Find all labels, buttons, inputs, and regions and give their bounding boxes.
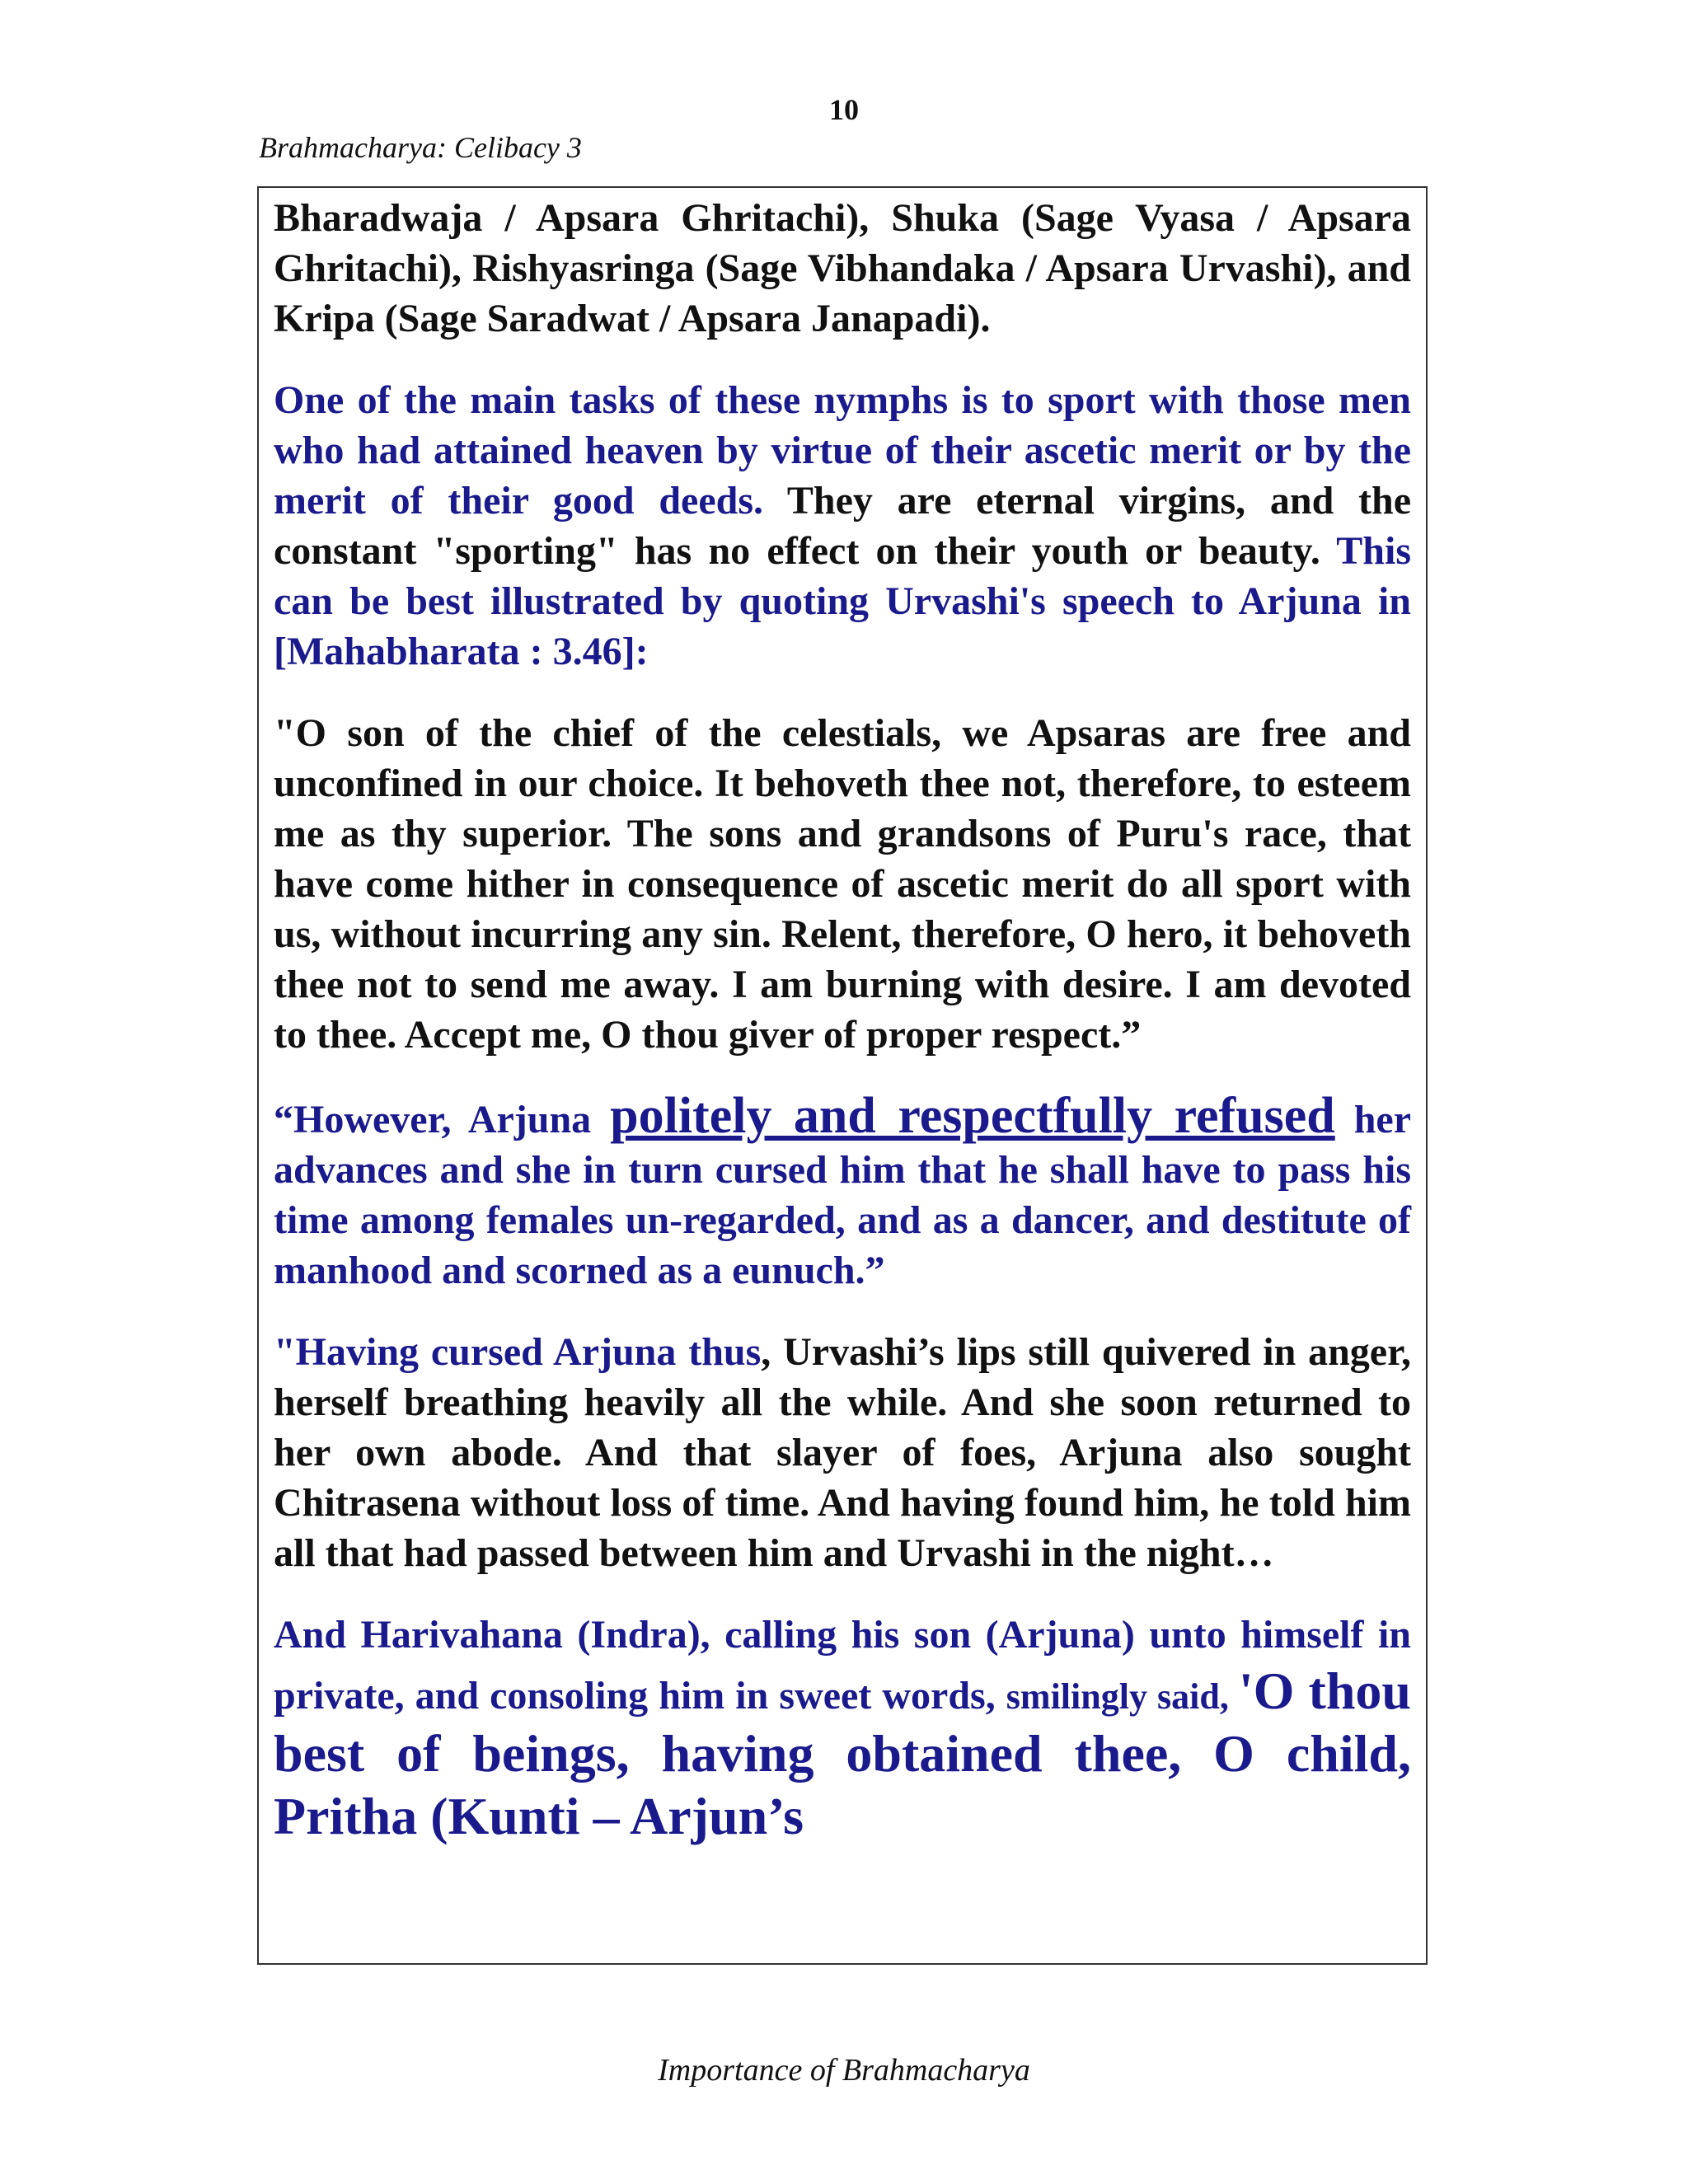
- paragraph-3-quote: [274, 708, 1411, 1060]
- paragraph-6-large: 'O thou best of beings, having obtained thee, O child, Pritha (Kunti – Arjun’s: [274, 1661, 1412, 1845]
- page-number: 10: [829, 93, 859, 126]
- paragraph-4-lead: “However, Arjuna: [274, 1098, 611, 1141]
- paragraph-5-black: , Urvashi’s lips still quivered in anger, herself breathing heavily all the while. And she soon returned to her own abode. And that slayer of foes, Arjuna also sought Chitrasena without loss of time. And having found him, he told him all that had passed between him and Urvashi in the night…: [274, 1330, 1412, 1575]
- paragraph-5-blue: "Having cursed Arjuna thus: [274, 1330, 762, 1374]
- paragraph-6-small: smilingly said,: [1006, 1676, 1239, 1717]
- content-box: [257, 186, 1428, 1965]
- paragraph-5: [274, 1327, 1411, 1578]
- paragraph-1: [274, 193, 1411, 344]
- paragraph-2-blue-sentence-2: This can be best illustrated by quoting Urvashi's speech to Arjuna in [Mahabharata : 3.46]:: [274, 529, 1412, 673]
- paragraph-6: [274, 1610, 1411, 1848]
- paragraph-2-blue-sentence-1: One of the main tasks of these nymphs is to sport with those men who had attained heaven by virtue of their ascetic merit or by the merit of their good deeds.: [274, 378, 1411, 523]
- paragraph-1-text: Bharadwaja / Apsara Ghritachi), Shuka (Sage Vyasa / Apsara Ghritachi), Rishyasringa (Sage Vibhandaka / Apsara Urvashi), and Kripa (Sage Saradwat / Apsara Janapadi).: [274, 196, 1411, 340]
- paragraph-4-rest: her advances and she in turn cursed him that he shall have to pass his time among females un-regarded, and as a dancer, and destitute of manhood and scorned as a eunuch.”: [274, 1098, 1412, 1292]
- paragraph-3-text: "O son of the chief of the celestials, we Apsaras are free and unconfined in our choice. It behoveth thee not, therefore, to esteem me as thy superior. The sons and grandsons of Puru's race, that have come hither in consequence of ascetic merit do all sport with us, without incurring any sin. Relent, therefore, O hero, it behoveth thee not to send me away. I am burning with desire. I am devoted to thee. Accept me, O thou giver of proper respect.”: [274, 711, 1411, 1057]
- paragraph-6-normal: And Harivahana (Indra), calling his son (Arjuna) unto himself in private, and consoling him in sweet words,: [274, 1613, 1411, 1718]
- paragraph-2: [274, 375, 1411, 677]
- running-header: Brahmacharya: Celibacy 3: [259, 131, 582, 164]
- paragraph-4: [274, 1088, 1412, 1296]
- paragraph-4-emphasis: politely and respectfully refused: [610, 1088, 1335, 1144]
- page-footer: Importance of Brahmacharya: [658, 2053, 1030, 2088]
- paragraph-2-black-sentence: They are eternal virgins, and the constant "sporting" has no effect on their youth or beauty.: [274, 479, 1411, 573]
